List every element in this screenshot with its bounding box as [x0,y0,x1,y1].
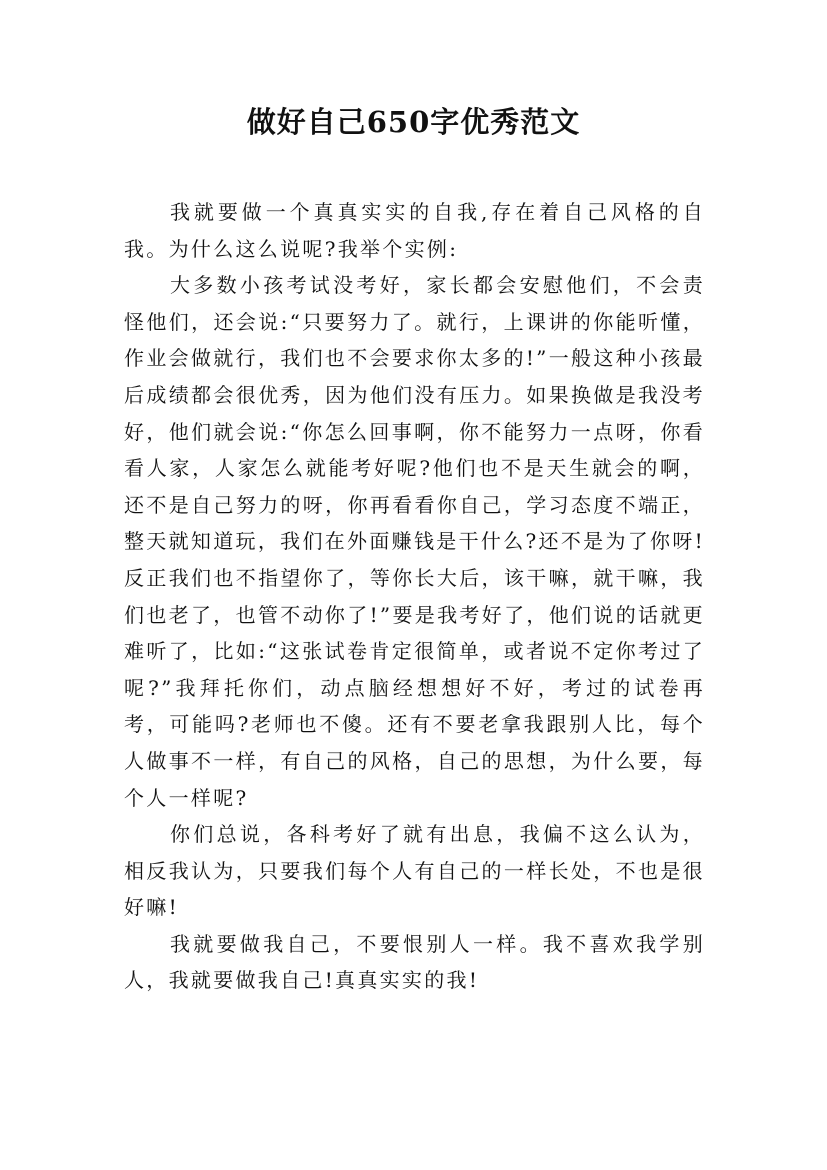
paragraph-2: 大多数小孩考试没考好，家长都会安慰他们，不会责怪他们，还会说:“只要努力了。就行，上课讲的你能听懂，作业会做就行，我们也不会要求你太多的!”一般这种小孩最后成绩都会很优秀，因为他们没有压力。如果换做是我没考好，他们就会说:“你怎么回事啊，你不能努力一点呀，你看看人家，人家怎么就能考好呢?他们也不是天生就会的啊，还不是自己努力的呀，你再看看你自己，学习态度不端正，整天就知道玩，我们在外面赚钱是干什么?还不是为了你呀!反正我们也不指望你了，等你长大后，该干嘛，就干嘛，我们也老了，也管不动你了!”要是我考好了，他们说的话就更难听了，比如:“这张试卷肯定很简单，或者说不定你考过了呢?”我拜托你们，动点脑经想想好不好，考过的试卷再考，可能吗?老师也不傻。还有不要老拿我跟别人比，每个人做事不一样，有自己的风格，自己的思想，为什么要，每个人一样呢? [124,273,705,810]
paragraph-1: 我就要做一个真真实实的自我,存在着自己风格的自我。为什么这么说呢?我举个实例: [124,200,705,261]
paragraph-3: 你们总说，各科考好了就有出息，我偏不这么认为，相反我认为，只要我们每个人有自己的一样长处，不也是很好嘛! [124,822,705,920]
document-title: 做好自己650字优秀范文 [246,105,581,139]
document-body [124,194,705,999]
paragraph-4: 我就要做我自己，不要恨别人一样。我不喜欢我学别人，我就要做我自己!真真实实的我! [124,931,705,993]
